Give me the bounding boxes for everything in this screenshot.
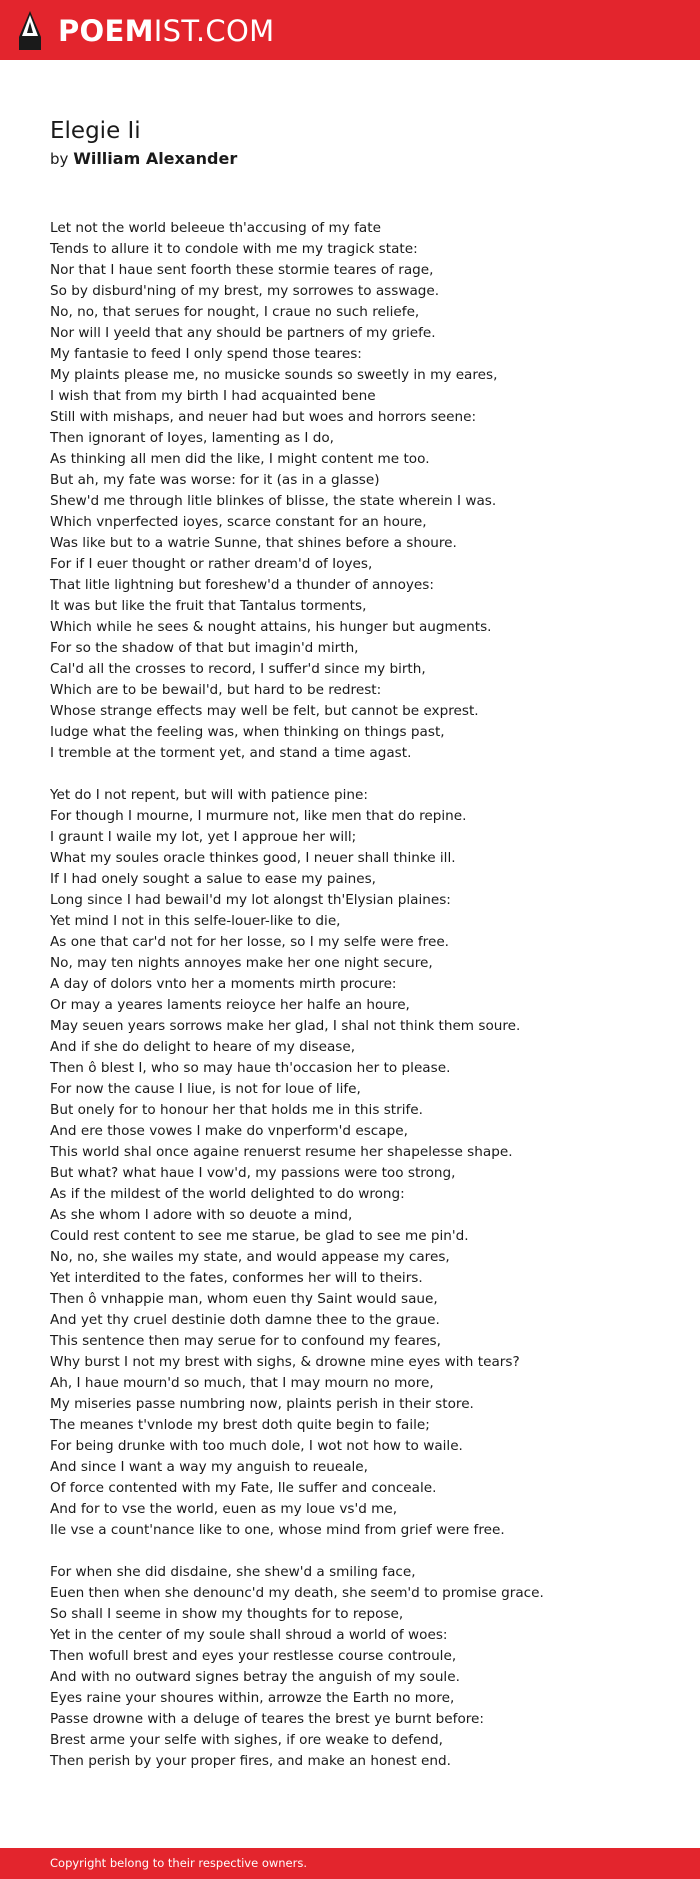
- logo-text-bold: POEM: [58, 14, 154, 48]
- poem-line: As if the mildest of the world delighted to do wrong:: [50, 1186, 405, 1202]
- poem-line: No, no, that serues for nought, I craue no such reliefe,: [50, 304, 420, 320]
- author-name[interactable]: William Alexander: [73, 149, 238, 168]
- stanza-break: [50, 1541, 670, 1562]
- poem-line: Iudge what the feeling was, when thinking on things past,: [50, 724, 445, 740]
- poem-line: Nor that I haue sent foorth these stormie teares of rage,: [50, 262, 434, 278]
- poem-line: Let not the world beleeue th'accusing of my fate: [50, 220, 381, 236]
- poem-line: For when she did disdaine, she shew'd a smiling face,: [50, 1564, 416, 1580]
- poem-line: For if I euer thought or rather dream'd of Ioyes,: [50, 556, 373, 572]
- poem-line: What my soules oracle thinkes good, I neuer shall thinke ill.: [50, 850, 456, 866]
- poem-line: I wish that from my birth I had acquainted bene: [50, 388, 376, 404]
- poem-line: As thinking all men did the like, I might content me too.: [50, 451, 430, 467]
- poem-line: Of force contented with my Fate, Ile suffer and conceale.: [50, 1480, 437, 1496]
- poem-line: Still with mishaps, and neuer had but woes and horrors seene:: [50, 409, 477, 425]
- stanza-break: [50, 764, 670, 785]
- poem-line: Nor will I yeeld that any should be partners of my griefe.: [50, 325, 436, 341]
- stanza: [50, 218, 670, 764]
- poem-line: My plaints please me, no musicke sounds so sweetly in my eares,: [50, 367, 498, 383]
- poem-line: This world shal once againe renuerst resume her shapelesse shape.: [50, 1144, 513, 1160]
- poem-line: My miseries passe numbring now, plaints perish in their store.: [50, 1396, 474, 1412]
- poem-line: Yet in the center of my soule shall shroud a world of woes:: [50, 1627, 448, 1643]
- poem-line: It was but like the fruit that Tantalus torments,: [50, 598, 367, 614]
- poem-line: The meanes t'vnlode my brest doth quite begin to faile;: [50, 1417, 430, 1433]
- poem-line: Cal'd all the crosses to record, I suffer'd since my birth,: [50, 661, 426, 677]
- poem-line: Brest arme your selfe with sighes, if ore weake to defend,: [50, 1732, 443, 1748]
- logo-text-light: IST.COM: [153, 14, 275, 48]
- poem-line: Ile vse a count'nance like to one, whose mind from grief were free.: [50, 1522, 505, 1538]
- poem-line: Yet mind I not in this selfe-louer-like to die,: [50, 913, 341, 929]
- poem-line: Yet do I not repent, but will with patience pine:: [50, 787, 368, 803]
- poem-line: For so the shadow of that but imagin'd mirth,: [50, 640, 359, 656]
- poem-line: Which vnperfected ioyes, scarce constant for an houre,: [50, 514, 427, 530]
- poem-line: And for to vse the world, euen as my loue vs'd me,: [50, 1501, 398, 1517]
- poem-line: And since I want a way my anguish to reueale,: [50, 1459, 368, 1475]
- poem-line: That litle lightning but foreshew'd a thunder of annoyes:: [50, 577, 434, 593]
- poem-line: No, no, she wailes my state, and would appease my cares,: [50, 1249, 450, 1265]
- poem-line: For being drunke with too much dole, I wot not how to waile.: [50, 1438, 463, 1454]
- poem-line: As one that car'd not for her losse, so I my selfe were free.: [50, 934, 450, 950]
- poem-line: Could rest content to see me starue, be glad to see me pin'd.: [50, 1228, 469, 1244]
- poem-line: My fantasie to feed I only spend those teares:: [50, 346, 362, 362]
- poem-line: Which while he sees & nought attains, his hunger but augments.: [50, 619, 492, 635]
- poem-line: For now the cause I liue, is not for loue of life,: [50, 1081, 361, 1097]
- poem-line: Or may a yeares laments reioyce her halfe an houre,: [50, 997, 410, 1013]
- poem-line: Yet interdited to the fates, conformes her will to theirs.: [50, 1270, 423, 1286]
- poem-line: So by disburd'ning of my brest, my sorrowes to asswage.: [50, 283, 440, 299]
- poem-line: This sentence then may serue for to confound my feares,: [50, 1333, 441, 1349]
- poem-line: And ere those vowes I make do vnperform'd escape,: [50, 1123, 408, 1139]
- poem-line: And if she do delight to heare of my disease,: [50, 1039, 356, 1055]
- site-footer: [0, 1848, 700, 1879]
- poem-line: And with no outward signes betray the anguish of my soule.: [50, 1669, 460, 1685]
- by-label: by: [50, 150, 69, 168]
- poem-line: Then wofull brest and eyes your restlesse course controule,: [50, 1648, 457, 1664]
- poem-line: I tremble at the torment yet, and stand a time agast.: [50, 745, 412, 761]
- poem-line: So shall I seeme in show my thoughts for to repose,: [50, 1606, 404, 1622]
- stanza: [50, 785, 670, 1541]
- poem-line: A day of dolors vnto her a moments mirth procure:: [50, 976, 397, 992]
- poem-line: Tends to allure it to condole with me my tragick state:: [50, 241, 418, 257]
- poem-line: Euen then when she denounc'd my death, she seem'd to promise grace.: [50, 1585, 544, 1601]
- poem-line: But ah, my fate was worse: for it (as in a glasse): [50, 472, 380, 488]
- site-header: [0, 0, 700, 60]
- site-logo[interactable]: [16, 10, 274, 52]
- poem-line: Which are to be bewail'd, but hard to be redrest:: [50, 682, 382, 698]
- byline: [50, 148, 237, 170]
- poem-line: Then perish by your proper fires, and make an honest end.: [50, 1753, 451, 1769]
- poem-line: As she whom I adore with so deuote a mind,: [50, 1207, 353, 1223]
- stanza: [50, 1562, 670, 1772]
- poem-line: Shew'd me through litle blinkes of blisse, the state wherein I was.: [50, 493, 497, 509]
- poem-title: Elegie Ii: [50, 118, 141, 144]
- poem-line: For though I mourne, I murmure not, like men that do repine.: [50, 808, 467, 824]
- poem-line: If I had onely sought a salue to ease my paines,: [50, 871, 376, 887]
- pen-nib-icon: [16, 10, 44, 52]
- poem-line: Whose strange effects may well be felt, but cannot be exprest.: [50, 703, 479, 719]
- poem-line: Ah, I haue mourn'd so much, that I may mourn no more,: [50, 1375, 434, 1391]
- logo-text: [58, 10, 274, 52]
- poem-line: Then ô blest I, who so may haue th'occasion her to please.: [50, 1060, 451, 1076]
- poem-line: Why burst I not my brest with sighs, & drowne mine eyes with tears?: [50, 1354, 520, 1370]
- poem-line: Eyes raine your shoures within, arrowze the Earth no more,: [50, 1690, 455, 1706]
- poem-line: But onely for to honour her that holds me in this strife.: [50, 1102, 423, 1118]
- poem-line: Then ô vnhappie man, whom euen thy Saint would saue,: [50, 1291, 438, 1307]
- poem-line: Long since I had bewail'd my lot alongst th'Elysian plaines:: [50, 892, 451, 908]
- copyright-notice: Copyright belong to their respective owners.: [50, 1856, 308, 1870]
- poem-line: Then ignorant of Ioyes, lamenting as I do,: [50, 430, 334, 446]
- poem-line: But what? what haue I vow'd, my passions were too strong,: [50, 1165, 456, 1181]
- poem-line: Passe drowne with a deluge of teares the brest ye burnt before:: [50, 1711, 484, 1727]
- poem-line: And yet thy cruel destinie doth damne thee to the graue.: [50, 1312, 440, 1328]
- poem-body: [50, 218, 670, 1772]
- poem-line: Was like but to a watrie Sunne, that shines before a shoure.: [50, 535, 457, 551]
- poem-line: No, may ten nights annoyes make her one night secure,: [50, 955, 433, 971]
- poem-line: May seuen years sorrows make her glad, I shal not think them soure.: [50, 1018, 521, 1034]
- poem-line: I graunt I waile my lot, yet I approue her will;: [50, 829, 357, 845]
